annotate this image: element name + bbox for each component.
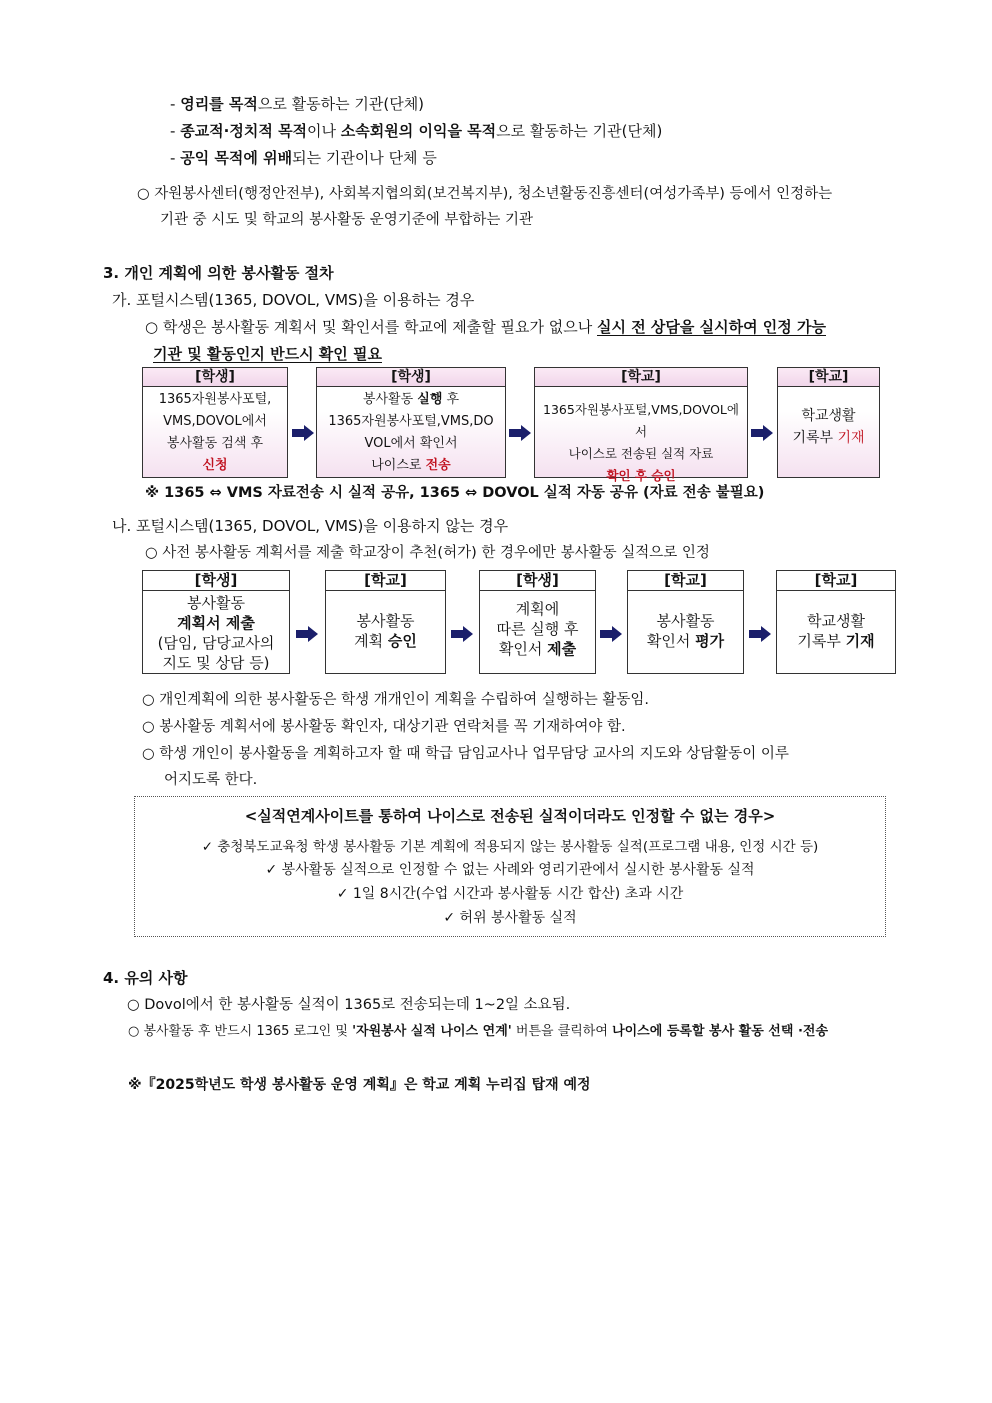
note-b-3: ○ 학생 개인이 봉사활동을 계획하고자 할 때 학급 담임교사나 업무담당 교사의 지도와 상담활동이 이루: [142, 746, 789, 762]
list-item-profit: - 영리를 목적으로 활동하는 기관(단체): [170, 95, 425, 113]
arrow-right-icon: [600, 626, 622, 642]
list-item-public: - 공익 목적에 위배되는 기관이나 단체 등: [170, 149, 437, 167]
flow-a-step-2: [학생] 봉사활동 실행 후 1365자원봉사포털,VMS,DO VOL에서 확인서 나이스로 전송: [316, 367, 506, 478]
flow-a-step-4: [학교] 학교생활 기록부 기재: [777, 367, 880, 478]
flow-a-note: ※ 1365 ⇔ VMS 자료전송 시 실적 공유, 1365 ⇔ DOVOL 실적 자동 공유 (자료 전송 불필요): [145, 485, 765, 501]
arrow-right-icon: [292, 425, 314, 441]
sub-b-heading: 나. 포털시스템(1365, DOVOL, VMS)을 이용하지 않는 경우: [112, 517, 509, 535]
circle-item-centers-cont: 기관 중 시도 및 학교의 봉사활동 운영기준에 부합하는 기관: [160, 212, 534, 228]
arrow-right-icon: [751, 425, 773, 441]
section-4-item-2: ○ 봉사활동 후 반드시 1365 로그인 및 '자원봉사 실적 나이스 연계' 버튼을 클릭하여 나이스에 등록할 봉사 활동 선택 ·전송: [128, 1024, 829, 1039]
sub-a-item: ○ 학생은 봉사활동 계획서 및 확인서를 학교에 제출할 필요가 없으나 실시 전 상담을 실시하여 인정 가능: [145, 318, 826, 336]
note-b-3-cont: 어지도록 한다.: [164, 772, 258, 788]
flow-b-step-1: [학생] 봉사활동 계획서 제출 (담임, 담당교사의 지도 및 상담 등): [142, 570, 290, 674]
sub-a-heading: 가. 포털시스템(1365, DOVOL, VMS)을 이용하는 경우: [112, 291, 475, 309]
arrow-right-icon: [749, 626, 771, 642]
flow-a-step-1: [학생] 1365자원봉사포털, VMS,DOVOL에서 봉사활동 검색 후 신청: [142, 367, 288, 478]
arrow-right-icon: [296, 626, 318, 642]
sub-b-item: ○ 사전 봉사활동 계획서를 제출 학교장이 추천(허가) 한 경우에만 봉사활동 실적으로 인정: [145, 545, 710, 561]
arrow-right-icon: [451, 626, 473, 642]
list-item-religion: - 종교적·정치적 목적이나 소속회원의 이익을 목적으로 활동하는 기관(단체): [170, 122, 663, 140]
exclusion-item: ✓ 봉사활동 실적으로 인정할 수 없는 사례와 영리기관에서 실시한 봉사활동 실적: [265, 862, 755, 878]
circle-item-centers: ○ 자원봉사센터(행정안전부), 사회복지협의회(보건복지부), 청소년활동진흥센터(여성가족부) 등에서 인정하는: [137, 186, 833, 202]
exclusion-item: ✓ 충청북도교육청 학생 봉사활동 기본 계획에 적용되지 않는 봉사활동 실적(프로그램 내용, 인정 시간 등): [201, 839, 819, 855]
exclusion-item: ✓ 허위 봉사활동 실적: [443, 910, 577, 926]
section-4-item-1: ○ Dovol에서 한 봉사활동 실적이 1365로 전송되는데 1~2일 소요됨.: [127, 997, 571, 1013]
exclusion-box: [134, 796, 886, 937]
footnote: ※『2025학년도 학생 봉사활동 운영 계획』은 학교 계획 누리집 탑재 예정: [128, 1077, 591, 1093]
section-3-title: 3. 개인 계획에 의한 봉사활동 절차: [103, 264, 334, 282]
flow-b-step-2: [학교] 봉사활동 계획 승인: [325, 570, 446, 674]
note-b-2: ○ 봉사활동 계획서에 봉사활동 확인자, 대상기관 연락처를 꼭 기재하여야 함.: [142, 719, 626, 735]
flow-b-step-5: [학교] 학교생활 기록부 기재: [776, 570, 896, 674]
flow-a-step-3: [학교] 1365자원봉사포털,VMS,DOVOL에서 나이스로 전송된 실적 자료 확인 후 승인: [534, 367, 748, 478]
section-4-title: 4. 유의 사항: [103, 969, 188, 987]
exclusion-box-title: <실적연계사이트를 통하여 나이스로 전송된 실적이더라도 인정할 수 없는 경우>: [244, 807, 776, 825]
arrow-right-icon: [509, 425, 531, 441]
flow-b-step-3: [학생] 계획에 따른 실행 후 확인서 제출: [479, 570, 596, 674]
exclusion-item: ✓ 1일 8시간(수업 시간과 봉사활동 시간 합산) 초과 시간: [336, 886, 684, 902]
flow-b-step-4: [학교] 봉사활동 확인서 평가: [627, 570, 744, 674]
sub-a-item-cont: 기관 및 활동인지 반드시 확인 필요: [153, 345, 382, 363]
note-b-1: ○ 개인계획에 의한 봉사활동은 학생 개개인이 계획을 수립하여 실행하는 활동임.: [142, 692, 649, 708]
